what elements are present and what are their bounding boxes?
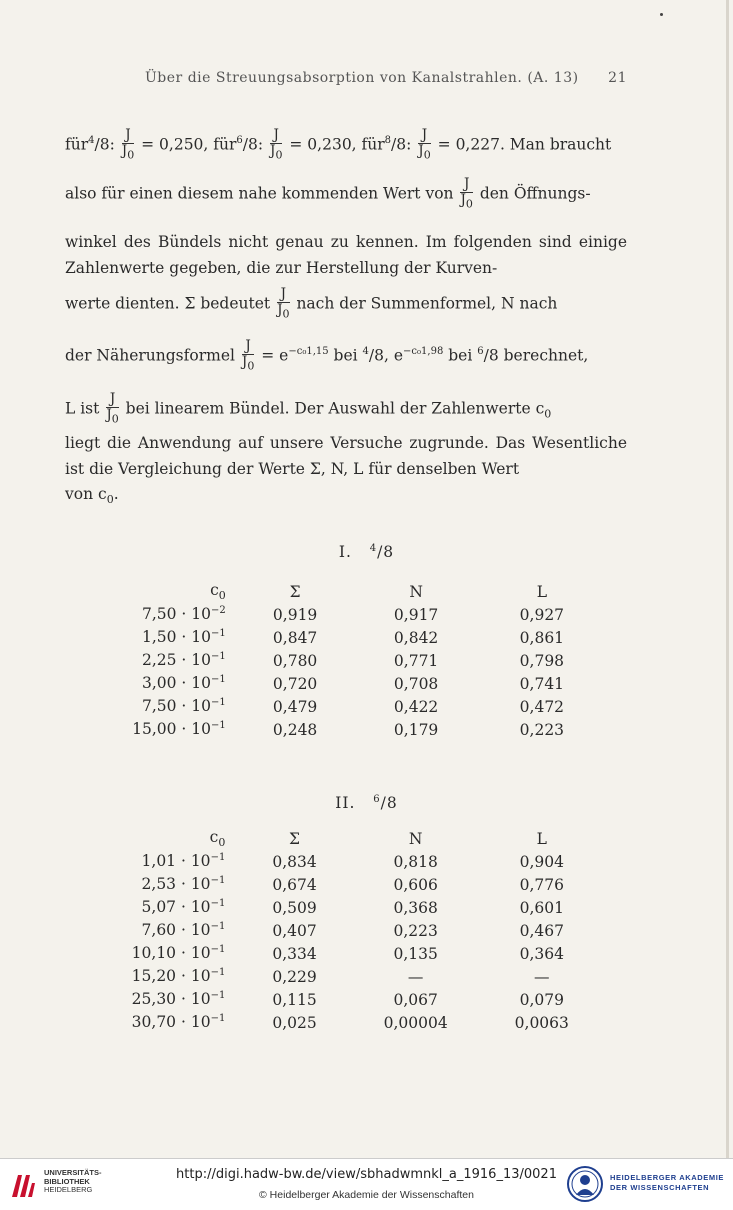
paragraph-line-2 <box>65 177 627 212</box>
cell-c0: $3,00 \cdot 10^{-1}$ <box>141 674 226 693</box>
superscript: 6 <box>477 346 484 358</box>
cell-n: — <box>407 967 424 986</box>
text-run: werte dienten. Σ bedeutet <box>65 294 271 313</box>
cell-n: 0,917 <box>393 605 439 624</box>
superscript: 4 <box>88 135 95 147</box>
fraction-j-over-j0: $\frac{J}{J_0}$ <box>121 127 135 162</box>
superscript: 8 <box>384 135 392 147</box>
cell-n: 0,422 <box>393 697 439 716</box>
page-number: 21 <box>608 70 627 86</box>
text-run: bei <box>333 346 358 365</box>
column-header-c0: $c_0$ <box>210 580 226 603</box>
cell-n: 0,179 <box>393 720 439 739</box>
text-run: /8: <box>94 135 115 154</box>
column-header-c0: $c_0$ <box>209 827 226 850</box>
cell-sigma: 0,334 <box>272 944 317 963</box>
cell-sigma: 0,025 <box>272 1013 317 1032</box>
cell-sigma: 0,834 <box>272 852 317 871</box>
cell-l: 0,798 <box>519 651 565 670</box>
cell-c0: $1,01 \cdot 10^{-1}$ <box>141 852 226 871</box>
cell-l: 0,776 <box>519 875 564 894</box>
academy-seal-icon[interactable] <box>566 1165 604 1203</box>
cell-c0: $7,50 \cdot 10^{-2}$ <box>141 605 226 624</box>
cell-c0: $30,70 \cdot 10^{-1}$ <box>131 1013 226 1032</box>
table-1-title: I. $^4$/8 <box>338 543 395 562</box>
table-row <box>100 896 600 919</box>
paragraph-line-5 <box>65 287 627 322</box>
column-header-n: N <box>409 582 423 601</box>
table-row <box>100 695 600 718</box>
subscript: 0 <box>106 493 114 507</box>
subscript: 0 <box>544 407 552 421</box>
column-header-l: L <box>536 582 548 601</box>
text-run: bei <box>448 346 473 365</box>
cell-c0: $15,00 \cdot 10^{-1}$ <box>132 720 226 739</box>
cell-l: 0,601 <box>519 898 564 917</box>
cell-sigma: 0,229 <box>272 967 317 986</box>
text-run: also für einen diesem nahe kommenden Wert von <box>65 184 454 203</box>
paragraph-block-2: liegt die Anwendung auf unsere Versuche zugrunde. Das Wesentliche ist die Vergleichung der Werte Σ, N, L für denselben Wert <box>65 434 627 478</box>
superscript: 4 <box>362 346 369 358</box>
table-row <box>100 965 600 988</box>
fraction-j-over-j0: $\frac{J}{J_0}$ <box>277 286 290 321</box>
text-run: /8 berechnet, <box>483 346 589 365</box>
table-row <box>100 942 600 965</box>
cell-l: — <box>534 967 550 986</box>
table-row <box>100 919 600 942</box>
paragraph-line-1 <box>65 128 627 163</box>
cell-sigma: 0,780 <box>272 651 318 670</box>
cell-n: 0,606 <box>393 875 438 894</box>
cell-n: 0,067 <box>393 990 438 1009</box>
cell-l: 0,364 <box>519 944 564 963</box>
cell-n: 0,771 <box>393 651 439 670</box>
text-run: nach der Summenformel, N nach <box>296 294 558 313</box>
cell-c0: $25,30 \cdot 10^{-1}$ <box>131 990 226 1009</box>
cell-c0: $10,10 \cdot 10^{-1}$ <box>131 944 226 963</box>
running-header <box>145 70 627 86</box>
column-header-n: N <box>408 829 423 848</box>
table-1 <box>100 580 600 741</box>
cell-sigma: 0,720 <box>272 674 318 693</box>
fraction-j-over-j0: $\frac{J}{J_0}$ <box>106 391 119 426</box>
paragraph-block-1: winkel des Bündels nicht genau zu kennen. Im folgenden sind einige Zahlenwerte gegeben, die zur Herstellung der Kurven- <box>65 233 627 277</box>
paragraph-line-10 <box>65 485 627 506</box>
exponent: −c₀1,98 <box>403 346 444 358</box>
cell-l: 0,741 <box>519 674 565 693</box>
exponent: −c₀1,15 <box>288 346 329 358</box>
cell-sigma: 0,407 <box>272 921 317 940</box>
cell-sigma: 0,919 <box>272 605 318 624</box>
copyright-notice: © Heidelberger Akademie der Wissenschaften <box>259 1189 474 1201</box>
text-run: /8: <box>242 135 264 154</box>
text-run: /8: <box>391 135 412 154</box>
fraction-j-over-j0: $\frac{J}{J_0}$ <box>460 176 473 211</box>
cell-n: 0,223 <box>393 921 438 940</box>
text-run: L ist <box>65 399 100 418</box>
cell-c0: $7,60 \cdot 10^{-1}$ <box>141 921 226 940</box>
table-row <box>100 649 600 672</box>
text-run: bei linearem Bündel. Der Auswahl der Zahlenwerte c <box>125 399 545 418</box>
cell-c0: $5,07 \cdot 10^{-1}$ <box>141 898 226 917</box>
text-run: der Näherungsformel <box>65 346 235 365</box>
fraction-j-over-j0: $\frac{J}{J_0}$ <box>270 127 283 162</box>
table-row <box>100 1011 600 1034</box>
text-run: = 0,227. Man braucht <box>437 135 612 154</box>
column-header-sigma: Σ <box>289 829 300 848</box>
table-row <box>100 988 600 1011</box>
paragraph-line-6 <box>65 339 627 374</box>
cell-c0: $15,20 \cdot 10^{-1}$ <box>131 967 226 986</box>
table-row <box>100 626 600 649</box>
cell-c0: $2,53 \cdot 10^{-1}$ <box>141 875 226 894</box>
table-row <box>100 850 600 873</box>
column-header-sigma: Σ <box>289 582 301 601</box>
cell-l: 0,904 <box>519 852 564 871</box>
column-header-l: L <box>536 829 547 848</box>
text-run: = 0,250, für <box>141 135 237 154</box>
cell-sigma: 0,509 <box>272 898 317 917</box>
library-name[interactable]: UNIVERSITÄTS- BIBLIOTHEK HEIDELBERG <box>44 1168 102 1194</box>
table-header-row <box>100 580 600 603</box>
cell-l: 0,467 <box>519 921 564 940</box>
page-speck <box>660 13 663 16</box>
cell-n: 0,135 <box>393 944 438 963</box>
viewer-footer <box>0 1158 733 1210</box>
cell-l: 0,223 <box>519 720 565 739</box>
text-run: /8, e <box>368 346 404 365</box>
cell-sigma: 0,115 <box>272 990 317 1009</box>
cell-n: 0,00004 <box>383 1013 448 1032</box>
paragraph-line-7 <box>65 392 627 427</box>
cell-l: 0,079 <box>519 990 564 1009</box>
page-edge <box>726 0 729 1158</box>
cell-c0: $2,25 \cdot 10^{-1}$ <box>141 651 226 670</box>
text-run: für <box>65 135 89 154</box>
cell-n: 0,842 <box>393 628 439 647</box>
table-row <box>100 603 600 626</box>
cell-l: 0,861 <box>519 628 565 647</box>
text-run: . <box>113 485 119 503</box>
table-2 <box>100 827 600 1034</box>
table-row <box>100 718 600 741</box>
superscript: 6 <box>236 135 243 147</box>
running-title: Über die Streuungsabsorption von Kanalstrahlen. (A. 13) <box>145 70 579 86</box>
cell-l: 0,0063 <box>514 1013 569 1032</box>
cell-n: 0,818 <box>393 852 438 871</box>
table-2-title: II. $^6$/8 <box>335 794 398 813</box>
cell-sigma: 0,674 <box>272 875 317 894</box>
cell-sigma: 0,479 <box>272 697 318 716</box>
cell-c0: $7,50 \cdot 10^{-1}$ <box>141 697 226 716</box>
text-run: = e <box>261 346 289 365</box>
text-run: den Öffnungs- <box>479 184 591 203</box>
table-row <box>100 672 600 695</box>
text-run: von c <box>65 485 107 503</box>
cell-l: 0,472 <box>519 697 565 716</box>
cell-sigma: 0,248 <box>272 720 318 739</box>
cell-n: 0,708 <box>393 674 439 693</box>
permalink-url[interactable]: http://digi.hadw-bw.de/view/sbhadwmnkl_a_1916_13/0021 <box>176 1167 557 1182</box>
fraction-j-over-j0: $\frac{J}{J_0}$ <box>418 127 431 162</box>
cell-sigma: 0,847 <box>272 628 318 647</box>
text-run: = 0,230, für <box>289 135 385 154</box>
cell-l: 0,927 <box>519 605 565 624</box>
cell-c0: $1,50 \cdot 10^{-1}$ <box>141 628 226 647</box>
table-row <box>100 873 600 896</box>
fraction-j-over-j0: $\frac{J}{J_0}$ <box>241 338 255 373</box>
cell-n: 0,368 <box>393 898 438 917</box>
academy-name[interactable]: HEIDELBERGER AKADEMIE DER WISSENSCHAFTEN <box>610 1173 724 1192</box>
table-header-row <box>100 827 600 850</box>
